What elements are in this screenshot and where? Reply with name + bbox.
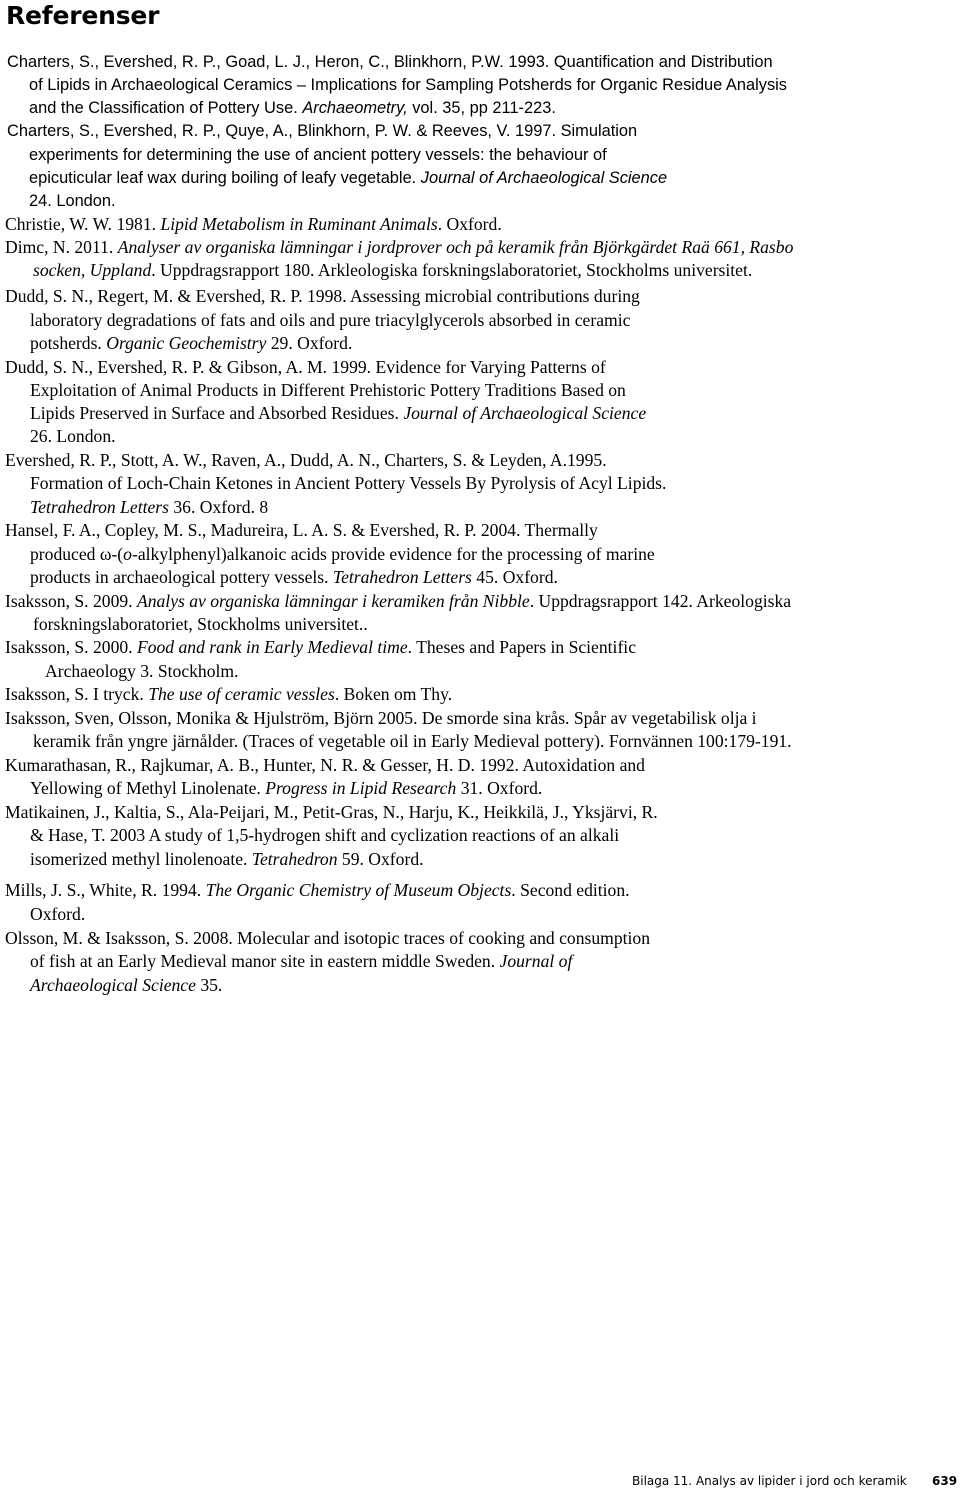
text: 35. [195, 975, 223, 995]
reference-line [5, 706, 757, 730]
reference-line [30, 378, 626, 402]
reference-line [5, 518, 598, 542]
reference-line [30, 401, 646, 425]
text: . Theses and Papers in Scientific [407, 637, 636, 657]
text: Formation of Loch-Chain Ketones in Ancient Pottery Vessels By Pyrolysis of Acyl Lipids. [30, 473, 667, 493]
text: vol. 35, pp 211-223. [407, 99, 556, 117]
reference-line [5, 448, 607, 472]
text: -alkylphenyl)alkanoic acids provide evidence for the processing of marine [131, 544, 655, 564]
text: experiments for determining the use of ancient pottery vessels: the behaviour of [29, 146, 607, 164]
text: & Hase, T. 2003 A study of 1,5-hydrogen shift and cyclization reactions of an alkali [30, 825, 620, 845]
italic-text: Progress in Lipid Research [265, 778, 457, 798]
text: . Boken om Thy. [334, 684, 453, 704]
text: 26. London. [30, 426, 116, 446]
reference-line [33, 258, 752, 282]
text: keramik från yngre järnålder. (Traces of vegetable oil in Early Medieval pottery). Fornvännen 100:179-191. [33, 731, 792, 751]
text: Charters, S., Evershed, R. P., Goad, L. J., Heron, C., Blinkhorn, P.W. 1993. Quantification and Distribution [7, 53, 773, 71]
reference-line [30, 847, 424, 871]
text: produced ω-( [30, 544, 124, 564]
reference-line [30, 973, 222, 997]
reference-line [5, 589, 791, 613]
reference-line [7, 50, 773, 74]
text: Archaeology 3. Stockholm. [45, 661, 239, 681]
reference-line [30, 542, 655, 566]
text: Exploitation of Animal Products in Different Prehistoric Pottery Traditions Based on [30, 380, 626, 400]
text: . Oxford. [437, 214, 502, 234]
reference-line [33, 612, 368, 636]
text: epicuticular leaf wax during boiling of leafy vegetable. [29, 169, 421, 187]
italic-text: The use of ceramic vessles [148, 684, 335, 704]
text: Kumarathasan, R., Rajkumar, A. B., Hunter, N. R. & Gesser, H. D. 1992. Autoxidation and [5, 755, 645, 775]
text: 31. Oxford. [456, 778, 543, 798]
text: Matikainen, J., Kaltia, S., Ala-Peijari, M., Petit-Gras, N., Harju, K., Heikkilä, J., Yksjärvi, R. [5, 802, 658, 822]
reference-line [30, 495, 268, 519]
italic-text: Tetrahedron Letters [30, 497, 169, 517]
reference-line [30, 565, 558, 589]
reference-line [7, 119, 637, 143]
reference-line [30, 471, 666, 495]
text: . Uppdragsrapport 142. Arkeologiska [529, 591, 792, 611]
text: Hansel, F. A., Copley, M. S., Madureira, L. A. S. & Evershed, R. P. 2004. Thermally [5, 520, 598, 540]
italic-text: socken, Uppland [33, 260, 152, 280]
italic-text: Journal of Archaeological Science [403, 403, 647, 423]
page-title: Referenser [6, 1, 160, 30]
text: Olsson, M. & Isaksson, S. 2008. Molecular and isotopic traces of cooking and consumption [5, 928, 651, 948]
italic-text: Analys av organiska lämningar i keramiken från Nibble [136, 591, 530, 611]
text: Christie, W. W. 1981. [5, 214, 161, 234]
reference-line [45, 659, 239, 683]
reference-line [5, 682, 452, 706]
text: Dudd, S. N., Regert, M. & Evershed, R. P. 1998. Assessing microbial contributions during [5, 286, 640, 306]
reference-line [5, 878, 630, 902]
italic-text: Journal of [499, 951, 573, 971]
reference-line [5, 635, 636, 659]
text: of Lipids in Archaeological Ceramics – Implications for Sampling Potsherds for Organic Residue Analysis [29, 76, 787, 94]
text: Dudd, S. N., Evershed, R. P. & Gibson, A. M. 1999. Evidence for Varying Patterns of [5, 357, 606, 377]
text: Isaksson, S. 2009. [5, 591, 137, 611]
italic-text: Archaeological Science [30, 975, 196, 995]
italic-text: Organic Geochemistry [106, 333, 267, 353]
text: 29. Oxford. [266, 333, 353, 353]
reference-line [29, 166, 667, 190]
text: Evershed, R. P., Stott, A. W., Raven, A., Dudd, A. N., Charters, S. & Leyden, A.1995. [5, 450, 607, 470]
italic-text: Tetrahedron Letters [332, 567, 472, 587]
italic-text: Archaeometry, [302, 99, 408, 117]
reference-line [30, 331, 352, 355]
italic-text: o [123, 544, 132, 564]
page-number: 639 [932, 1474, 958, 1488]
text: Oxford. [30, 904, 86, 924]
reference-line [5, 235, 793, 259]
text: isomerized methyl linolenoate. [30, 849, 252, 869]
text: Isaksson, S. 2000. [5, 637, 137, 657]
text: Isaksson, S. I tryck. [5, 684, 149, 704]
reference-line [30, 776, 542, 800]
reference-line [30, 949, 572, 973]
italic-text: Analyser av organiska lämningar i jordprover och på keramik från Björkgärdet Raä 661, Rasbo [117, 237, 794, 257]
italic-text: Tetrahedron [251, 849, 338, 869]
text: Isaksson, Sven, Olsson, Monika & Hjulström, Björn 2005. De smorde sina krås. Spår av vegetabilisk olja i [5, 708, 757, 728]
reference-line [29, 189, 116, 213]
reference-line [5, 800, 658, 824]
text: Dimc, N. 2011. [5, 237, 118, 257]
text: of fish at an Early Medieval manor site in eastern middle Sweden. [30, 951, 500, 971]
text: 59. Oxford. [337, 849, 424, 869]
reference-line [30, 424, 116, 448]
reference-line [29, 96, 556, 120]
reference-line [30, 823, 619, 847]
text: products in archaeological pottery vessels. [30, 567, 333, 587]
footer-text: Bilaga 11. Analys av lipider i jord och keramik [632, 1474, 907, 1488]
reference-line [5, 212, 502, 236]
reference-line [29, 143, 607, 167]
text: . Uppdragsrapport 180. Arkleologiska forskningslaboratoriet, Stockholms universitet. [151, 260, 753, 280]
reference-line [30, 308, 630, 332]
text: forskningslaboratoriet, Stockholms universitet.. [33, 614, 368, 634]
italic-text: The Organic Chemistry of Museum Objects [205, 880, 512, 900]
text: Lipids Preserved in Surface and Absorbed Residues. [30, 403, 404, 423]
text: . Second edition. [511, 880, 630, 900]
reference-line [33, 729, 792, 753]
reference-line [5, 753, 645, 777]
text: 36. Oxford. 8 [168, 497, 269, 517]
text: laboratory degradations of fats and oils and pure triacylglycerols absorbed in ceramic [30, 310, 631, 330]
reference-line [5, 926, 650, 950]
reference-line [29, 73, 787, 97]
text: Mills, J. S., White, R. 1994. [5, 880, 206, 900]
text: and the Classification of Pottery Use. [29, 99, 303, 117]
reference-line [5, 355, 606, 379]
text: Yellowing of Methyl Linolenate. [30, 778, 266, 798]
text: 24. London. [29, 192, 116, 210]
italic-text: Lipid Metabolism in Ruminant Animals [160, 214, 438, 234]
text: 45. Oxford. [471, 567, 558, 587]
reference-line [30, 902, 85, 926]
italic-text: Food and rank in Early Medieval time [136, 637, 408, 657]
text: potsherds. [30, 333, 107, 353]
reference-line [5, 284, 640, 308]
text: Charters, S., Evershed, R. P., Quye, A., Blinkhorn, P. W. & Reeves, V. 1997. Simulation [7, 122, 638, 140]
italic-text: Journal of Archaeological Science [420, 169, 668, 187]
